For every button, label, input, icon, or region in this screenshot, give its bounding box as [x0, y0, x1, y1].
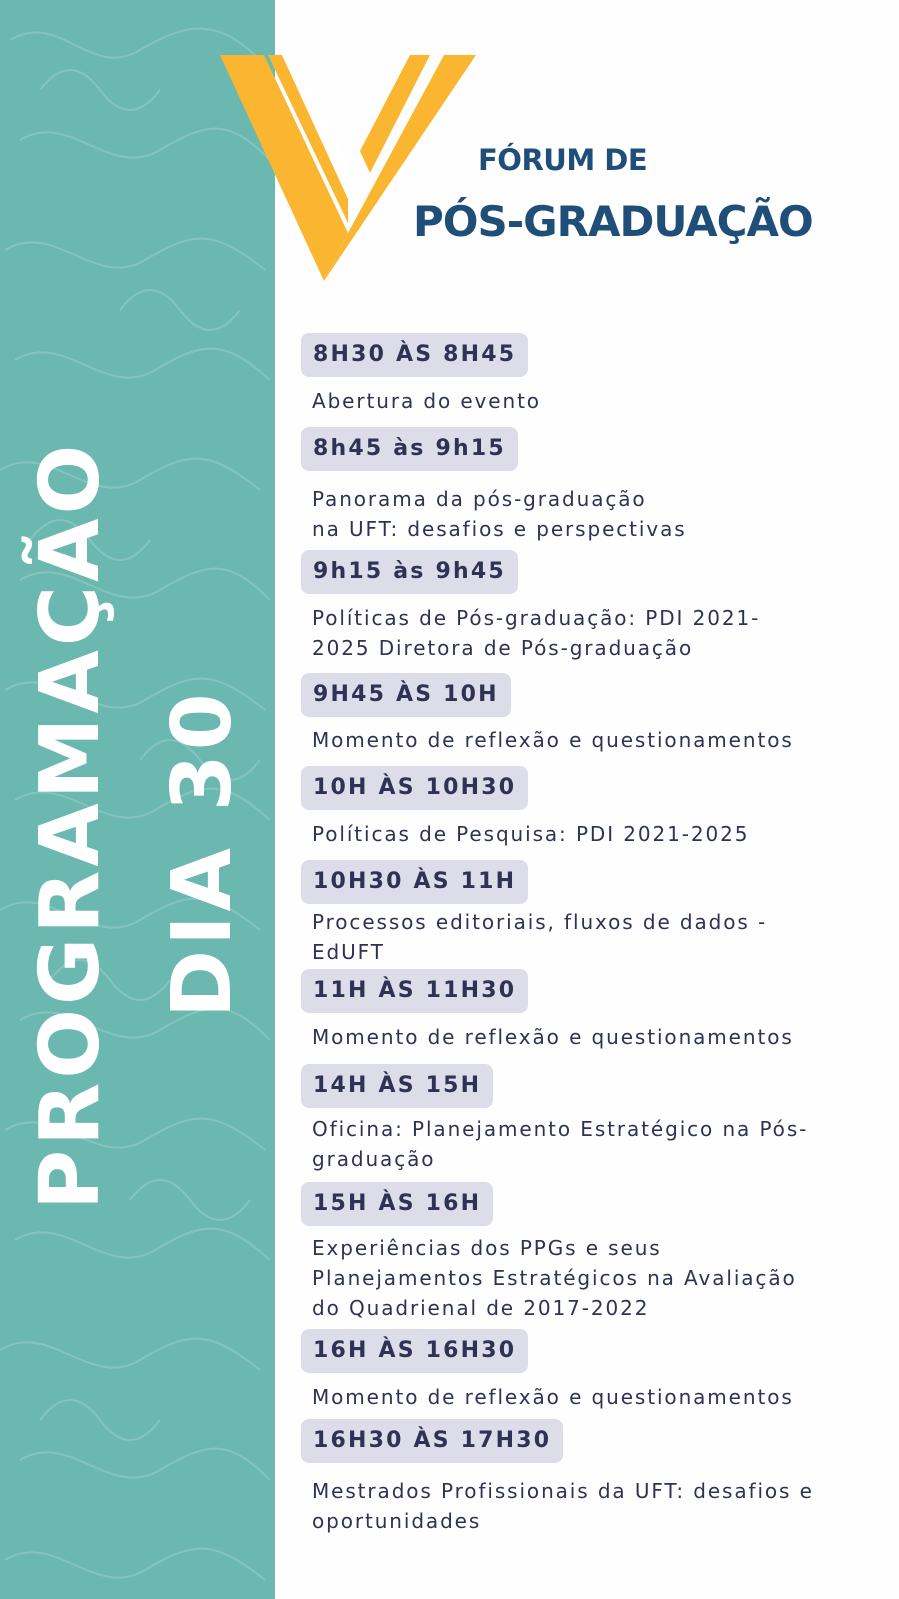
time-badge: 16H30 ÀS 17H30	[301, 1419, 563, 1463]
time-badge: 16H ÀS 16H30	[301, 1329, 528, 1373]
session-description: Momento de reflexão e questionamentos	[312, 1025, 794, 1049]
time-badge: 15H ÀS 16H	[301, 1182, 493, 1226]
schedule-item	[301, 333, 541, 416]
schedule-item	[301, 766, 749, 849]
session-description: Oficina: Planejamento Estratégico na Pós- graduação	[312, 1117, 809, 1171]
time-badge: 10H ÀS 10H30	[301, 766, 528, 810]
time-badge: 8H30 ÀS 8H45	[301, 333, 528, 377]
session-description: Momento de reflexão e questionamentos	[312, 728, 794, 752]
session-description: Mestrados Profissionais da UFT: desafios e oportunidades	[312, 1479, 814, 1533]
time-badge: 11H ÀS 11H30	[301, 969, 528, 1013]
v-chevron-logo-icon	[220, 55, 480, 285]
schedule-item	[301, 1064, 808, 1174]
session-description: Políticas de Pós-graduação: PDI 2021- 2025 Diretora de Pós-graduação	[312, 606, 761, 660]
forum-title-line1: FÓRUM DE	[478, 143, 648, 177]
session-description: Panorama da pós-graduação na UFT: desafios e perspectivas	[312, 487, 687, 541]
forum-title-line2: PÓS-GRADUAÇÃO	[413, 197, 813, 246]
schedule-item	[301, 1182, 797, 1323]
day-title: DIA 30	[155, 689, 250, 1018]
session-description: Experiências dos PPGs e seus Planejamentos Estratégicos na Avaliação do Quadrienal de 2017-2022	[312, 1236, 797, 1320]
schedule-item	[301, 427, 687, 544]
session-description: Processos editoriais, fluxos de dados - EdUFT	[312, 910, 768, 964]
session-description: Momento de reflexão e questionamentos	[312, 1385, 794, 1409]
time-badge: 14H ÀS 15H	[301, 1064, 493, 1108]
schedule-item	[301, 550, 760, 663]
session-description: Políticas de Pesquisa: PDI 2021-2025	[312, 822, 750, 846]
time-badge: 10H30 ÀS 11H	[301, 860, 528, 904]
schedule-item	[301, 1419, 814, 1536]
session-description: Abertura do evento	[312, 389, 541, 413]
program-title: PROGRAMAÇÃO	[23, 440, 118, 1210]
schedule-item	[301, 860, 767, 967]
time-badge: 9h15 às 9h45	[301, 550, 518, 594]
schedule-item	[301, 1329, 794, 1412]
time-badge: 8h45 às 9h15	[301, 427, 518, 471]
time-badge: 9H45 ÀS 10H	[301, 673, 511, 717]
schedule-item	[301, 673, 794, 755]
schedule-item	[301, 969, 794, 1052]
